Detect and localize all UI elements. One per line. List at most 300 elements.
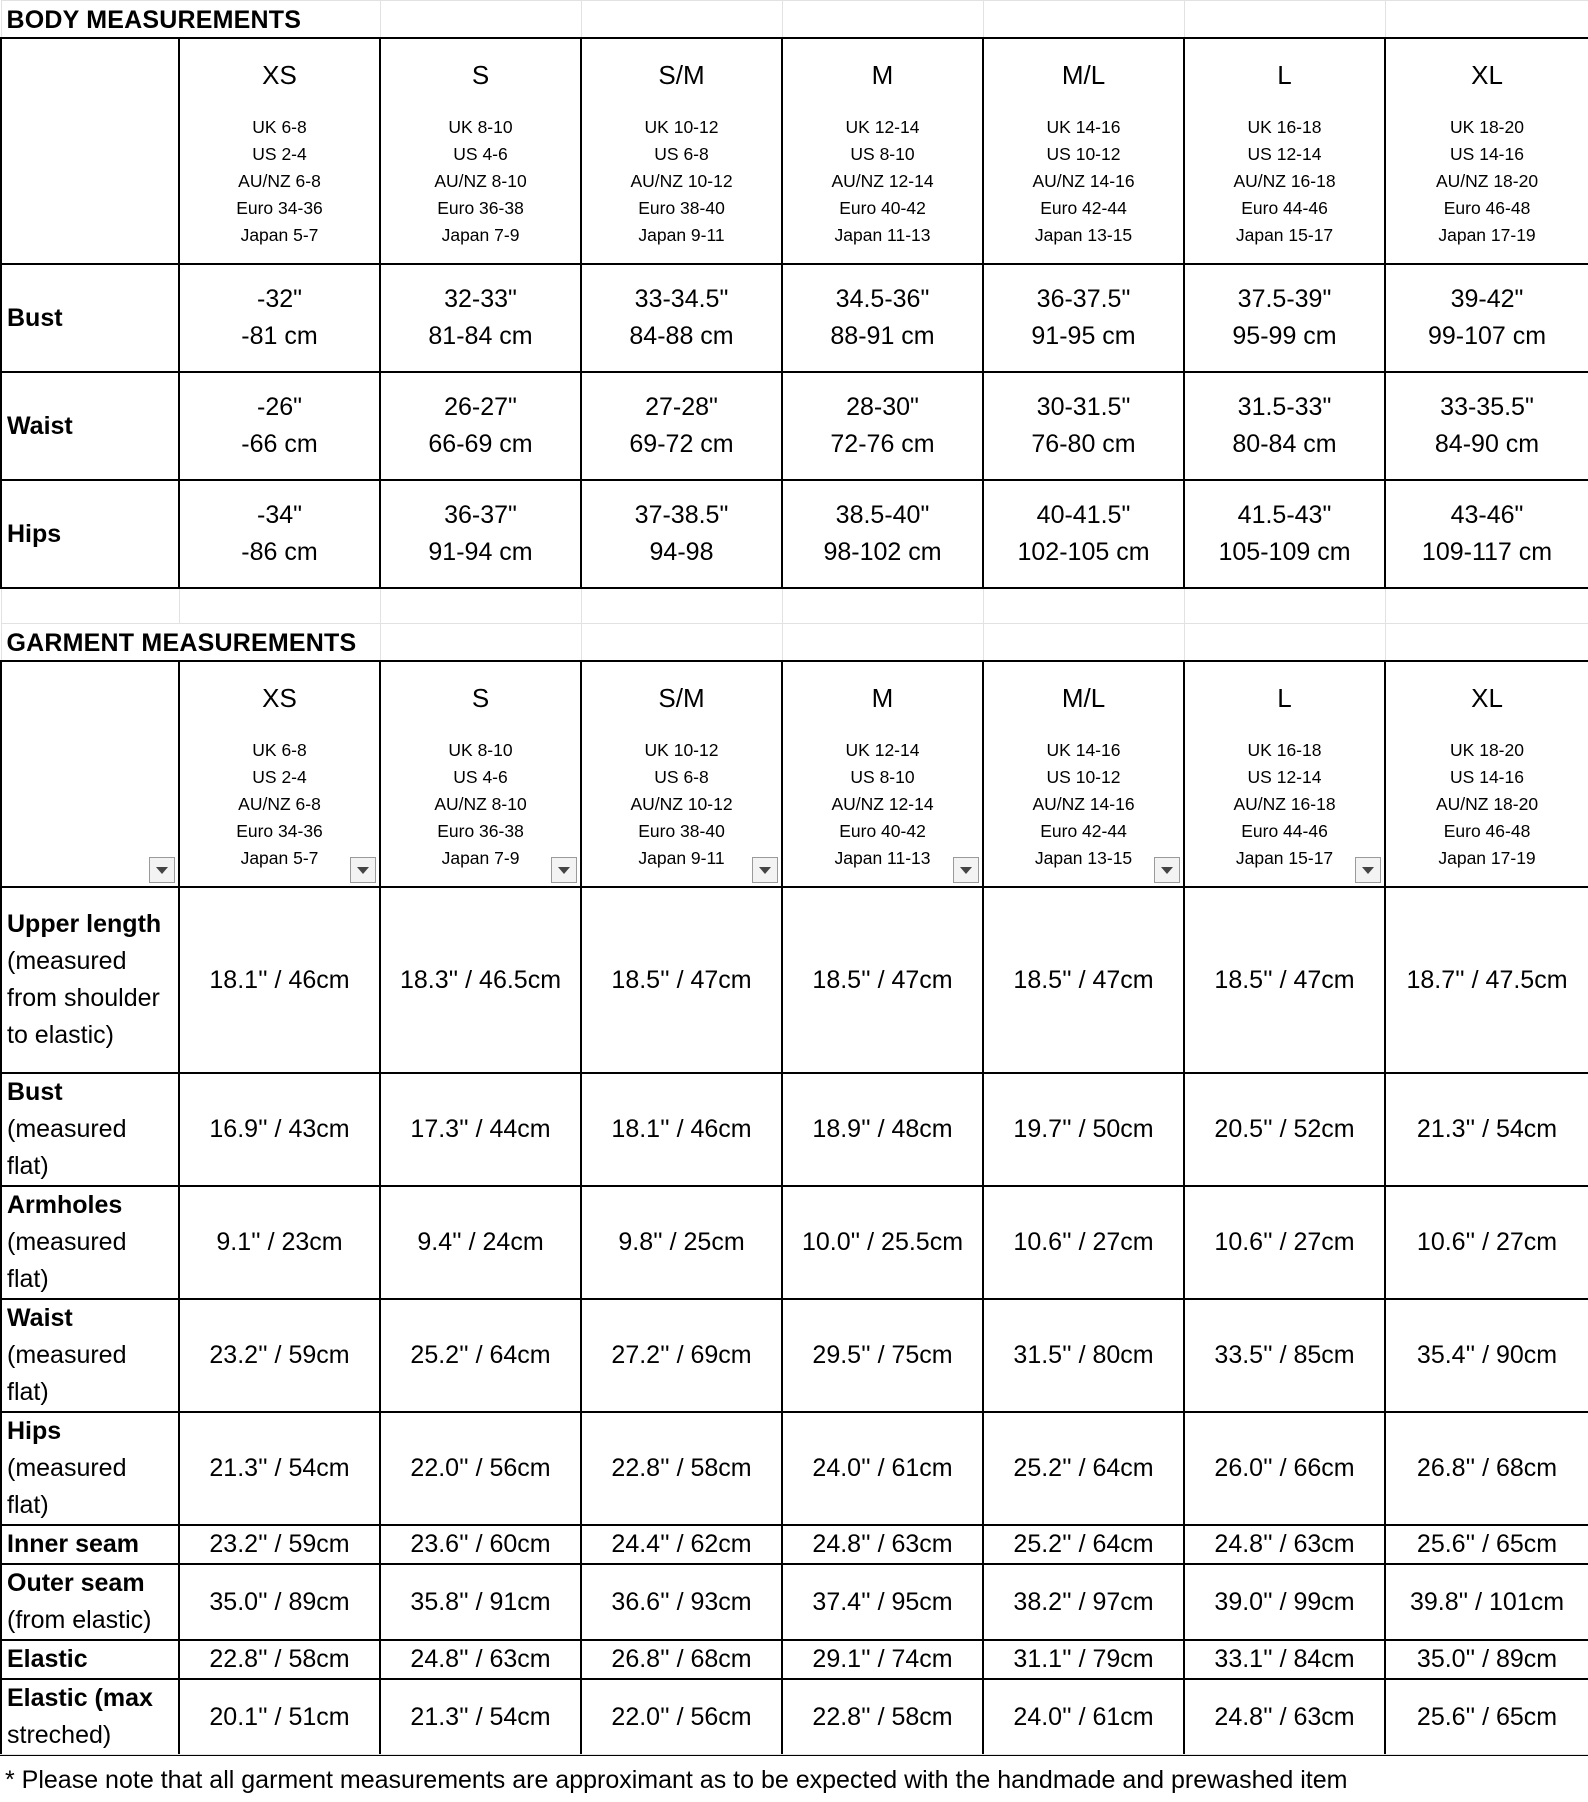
row-label-note: from shoulder: [7, 984, 160, 1012]
filter-dropdown-button[interactable]: [149, 857, 175, 883]
row-label-note: (measured: [7, 947, 127, 975]
footnote: * Please note that all garment measurements are approximant as to be expected with the handmade and prewashed item: [5, 1766, 1348, 1794]
measurement-cell: 39.8'' / 101cm: [1385, 1564, 1588, 1640]
size-conversion-line: UK 10-12: [644, 116, 719, 137]
row-label-note: flat): [7, 1378, 49, 1406]
measurement-cell: 23.2'' / 59cm: [179, 1525, 380, 1564]
measurement-cell: 24.8'' / 63cm: [782, 1525, 983, 1564]
size-conversion-line: UK 12-14: [845, 116, 920, 137]
garment-row: [1, 1186, 1588, 1299]
size-name: S: [471, 682, 490, 713]
body-measurements-title: BODY MEASUREMENTS: [1, 1, 380, 39]
empty-cell: [581, 624, 782, 662]
size-conversion-line: Japan 17-19: [1438, 224, 1536, 245]
size-conversion-line: Euro 36-38: [437, 820, 524, 841]
size-header-xl: [1385, 38, 1588, 264]
size-conversion-line: Euro 42-44: [1040, 820, 1127, 841]
size-conversion-line: US 6-8: [654, 143, 709, 164]
empty-cell: [1184, 588, 1385, 624]
measurement-cell: [983, 264, 1184, 372]
measurement-cell: [1385, 372, 1588, 480]
cm-value: 84-90 cm: [1434, 430, 1540, 458]
inches-value: 33-35.5": [1440, 393, 1534, 421]
measurement-cell: 17.3'' / 44cm: [380, 1073, 581, 1186]
measurement-cell: 39.0'' / 99cm: [1184, 1564, 1385, 1640]
row-label: Waist: [1, 372, 179, 480]
size-conversion-line: Japan 7-9: [441, 847, 520, 868]
garment-row: [1, 1564, 1588, 1640]
measurement-cell: [983, 480, 1184, 588]
row-label: Bust: [1, 264, 179, 372]
size-conversion-line: Japan 13-15: [1034, 847, 1133, 868]
size-conversion-line: US 6-8: [654, 766, 709, 787]
filter-dropdown-button[interactable]: [953, 857, 979, 883]
size-conversion-line: AU/NZ 18-20: [1435, 170, 1539, 191]
garment-row: [1, 1299, 1588, 1412]
measurement-cell: 24.8'' / 63cm: [380, 1640, 581, 1679]
size-conversion-line: Euro 34-36: [236, 197, 323, 218]
measurement-cell: 24.8'' / 63cm: [1184, 1525, 1385, 1564]
row-label-note: (measured: [7, 1115, 127, 1143]
inches-value: 33-34.5": [634, 285, 729, 313]
cm-value: 95-99 cm: [1232, 322, 1337, 350]
row-label-note: (measured: [7, 1454, 127, 1482]
size-conversions: [783, 737, 982, 872]
cm-value: -86 cm: [241, 538, 318, 566]
size-conversion-line: Japan 13-15: [1034, 224, 1133, 245]
body-row-hips: [1, 480, 1588, 588]
row-label-title: Bust: [7, 1078, 63, 1106]
measurement-cell: 18.9'' / 48cm: [782, 1073, 983, 1186]
dropdown-filter-icon: [156, 867, 168, 874]
corner-cell: [1, 38, 179, 264]
garment-row: [1, 1412, 1588, 1525]
cm-value: 76-80 cm: [1031, 430, 1136, 458]
row-label-note: (measured: [7, 1341, 127, 1369]
measurement-cell: [380, 480, 581, 588]
size-conversion-line: UK 10-12: [644, 739, 719, 760]
measurement-cell: 24.8'' / 63cm: [1184, 1679, 1385, 1755]
size-header-m: [782, 38, 983, 264]
row-label-note: to elastic): [7, 1021, 114, 1049]
dropdown-filter-icon: [558, 867, 570, 874]
measurement-cell: 10.6'' / 27cm: [1184, 1186, 1385, 1299]
empty-cell: [380, 1, 581, 39]
size-conversions: [984, 114, 1183, 249]
size-conversions: [582, 737, 781, 872]
size-conversion-line: AU/NZ 8-10: [434, 793, 527, 814]
measurement-cell: [1385, 264, 1588, 372]
size-header-m: [782, 661, 983, 887]
inches-value: 39-42": [1450, 285, 1524, 313]
body-measurements-title-row: [1, 1, 1588, 39]
cm-value: 66-69 cm: [428, 430, 533, 458]
size-conversion-line: AU/NZ 6-8: [238, 793, 321, 814]
filter-dropdown-button[interactable]: [1355, 857, 1381, 883]
size-conversion-line: UK 6-8: [252, 739, 307, 760]
cm-value: 109-117 cm: [1421, 538, 1553, 566]
measurement-cell: 22.8'' / 58cm: [782, 1679, 983, 1755]
dropdown-filter-icon: [960, 867, 972, 874]
measurement-cell: 22.0'' / 56cm: [380, 1412, 581, 1525]
size-conversion-line: AU/NZ 16-18: [1233, 793, 1336, 814]
measurement-cell: 9.1'' / 23cm: [179, 1186, 380, 1299]
garment-measurements-section: [1, 624, 1588, 1756]
size-header-xs: [179, 38, 380, 264]
size-header-m-l: [983, 38, 1184, 264]
empty-cell: [581, 1, 782, 39]
size-conversions: [582, 114, 781, 249]
measurement-cell: 35.0'' / 89cm: [179, 1564, 380, 1640]
body-row-bust: [1, 264, 1588, 372]
row-label-title: Upper length: [7, 910, 162, 938]
measurement-cell: 22.0'' / 56cm: [581, 1679, 782, 1755]
measurement-cell: 29.5'' / 75cm: [782, 1299, 983, 1412]
size-conversion-line: AU/NZ 14-16: [1032, 170, 1135, 191]
measurement-cell: [1184, 480, 1385, 588]
measurement-cell: 21.3'' / 54cm: [1385, 1073, 1588, 1186]
measurement-cell: [380, 264, 581, 372]
row-label: Hips: [1, 480, 179, 588]
empty-cell: [1385, 588, 1588, 624]
size-header-m-l: [983, 661, 1184, 887]
size-conversion-line: US 8-10: [850, 766, 915, 787]
size-conversion-line: UK 6-8: [252, 116, 307, 137]
size-conversions: [1386, 737, 1588, 872]
measurement-cell: [1184, 372, 1385, 480]
body-size-header-row: [1, 38, 1588, 264]
cm-value: 88-91 cm: [830, 322, 935, 350]
size-conversion-line: Japan 11-13: [834, 224, 931, 245]
measurement-cell: 31.1'' / 79cm: [983, 1640, 1184, 1679]
row-label-note: (from elastic): [7, 1606, 152, 1634]
size-conversion-line: UK 16-18: [1247, 116, 1322, 137]
size-name: S/M: [658, 682, 705, 713]
size-conversion-line: US 10-12: [1046, 766, 1121, 787]
measurement-cell: 35.4'' / 90cm: [1385, 1299, 1588, 1412]
size-conversion-line: AU/NZ 16-18: [1233, 170, 1336, 191]
inches-value: 30-31.5": [1036, 393, 1131, 421]
measurement-cell: 18.1'' / 46cm: [179, 887, 380, 1073]
corner-cell: [1, 661, 179, 887]
row-label-note: flat): [7, 1491, 49, 1519]
body-row-waist: [1, 372, 1588, 480]
size-conversion-line: UK 14-16: [1046, 739, 1121, 760]
row-label-note: streched): [7, 1721, 112, 1749]
size-conversion-line: US 4-6: [453, 143, 508, 164]
measurement-cell: 10.6'' / 27cm: [983, 1186, 1184, 1299]
garment-row: [1, 1073, 1588, 1186]
size-conversion-line: US 8-10: [850, 143, 915, 164]
size-header-s: [380, 661, 581, 887]
garment-measurements-title-row: [1, 624, 1588, 662]
measurement-cell: 20.1'' / 51cm: [179, 1679, 380, 1755]
empty-cell: [581, 588, 782, 624]
size-conversion-line: US 4-6: [453, 766, 508, 787]
garment-row: [1, 1679, 1588, 1755]
measurement-cell: 26.0'' / 66cm: [1184, 1412, 1385, 1525]
cm-value: 69-72 cm: [629, 430, 734, 458]
measurement-cell: [179, 372, 380, 480]
size-conversion-line: Euro 38-40: [638, 820, 725, 841]
row-label: [1, 1299, 179, 1412]
blank-row: [1, 588, 1588, 624]
cm-value: 91-94 cm: [428, 538, 533, 566]
inches-value: 28-30": [846, 393, 919, 421]
section-gap: [1, 588, 1588, 624]
measurement-cell: 38.2'' / 97cm: [983, 1564, 1184, 1640]
measurement-cell: 18.1'' / 46cm: [581, 1073, 782, 1186]
row-label-title: Elastic (max: [7, 1684, 153, 1712]
empty-cell: [1, 588, 179, 624]
size-conversion-line: Japan 9-11: [638, 224, 725, 245]
size-conversions: [783, 114, 982, 249]
size-conversion-line: UK 16-18: [1247, 739, 1322, 760]
measurement-cell: 24.0'' / 61cm: [782, 1412, 983, 1525]
row-label: [1, 1564, 179, 1640]
cm-value: 91-95 cm: [1031, 322, 1136, 350]
measurement-cell: 25.2'' / 64cm: [983, 1412, 1184, 1525]
measurement-cell: [581, 372, 782, 480]
size-header-l: [1184, 38, 1385, 264]
measurement-cell: 26.8'' / 68cm: [1385, 1412, 1588, 1525]
measurement-cell: 37.4'' / 95cm: [782, 1564, 983, 1640]
size-conversion-line: UK 12-14: [845, 739, 920, 760]
size-conversion-line: AU/NZ 10-12: [630, 170, 733, 191]
filter-dropdown-button[interactable]: [551, 857, 577, 883]
size-conversions: [180, 737, 379, 872]
size-conversion-line: Euro 40-42: [839, 197, 926, 218]
size-conversion-line: US 2-4: [252, 143, 307, 164]
size-conversions: [984, 737, 1183, 872]
size-conversions: [1185, 114, 1384, 249]
size-name: L: [1277, 682, 1292, 713]
measurement-cell: 35.0'' / 89cm: [1385, 1640, 1588, 1679]
size-conversion-line: Japan 11-13: [834, 847, 931, 868]
garment-row: [1, 887, 1588, 1073]
cm-value: 94-98: [649, 538, 714, 566]
size-name: XL: [1471, 682, 1503, 713]
garment-measurements-title: GARMENT MEASUREMENTS: [1, 624, 380, 662]
dropdown-filter-icon: [357, 867, 369, 874]
filter-dropdown-button[interactable]: [752, 857, 778, 883]
row-label: [1, 1640, 179, 1679]
inches-value: 40-41.5": [1036, 501, 1131, 529]
size-header-s-m: [581, 38, 782, 264]
row-label: [1, 1412, 179, 1525]
size-name: M/L: [1061, 682, 1106, 713]
row-label: [1, 1073, 179, 1186]
size-conversion-line: Euro 46-48: [1443, 820, 1531, 841]
garment-size-header-row: [1, 661, 1588, 887]
cm-value: 98-102 cm: [823, 538, 942, 566]
measurement-cell: 18.7'' / 47.5cm: [1385, 887, 1588, 1073]
filter-dropdown-button[interactable]: [350, 857, 376, 883]
cm-value: 102-105 cm: [1017, 538, 1150, 566]
size-name: XS: [262, 59, 297, 90]
empty-cell: [380, 624, 581, 662]
size-conversion-line: Japan 5-7: [240, 224, 319, 245]
empty-cell: [983, 1, 1184, 39]
inches-value: 37.5-39": [1237, 285, 1332, 313]
size-conversion-line: AU/NZ 10-12: [630, 793, 733, 814]
measurement-cell: 19.7'' / 50cm: [983, 1073, 1184, 1186]
size-conversion-line: Japan 15-17: [1235, 224, 1334, 245]
row-label-note: (measured: [7, 1228, 127, 1256]
measurement-cell: [581, 264, 782, 372]
measurement-cell: [581, 480, 782, 588]
inches-value: 31.5-33": [1237, 393, 1332, 421]
size-name: L: [1277, 59, 1292, 90]
measurement-cell: 35.8'' / 91cm: [380, 1564, 581, 1640]
row-label: [1, 1186, 179, 1299]
empty-cell: [1385, 1, 1588, 39]
measurement-cell: 18.5'' / 47cm: [581, 887, 782, 1073]
size-conversion-line: US 12-14: [1247, 143, 1322, 164]
inches-value: -34": [257, 501, 303, 529]
size-conversion-line: Japan 9-11: [638, 847, 725, 868]
size-conversion-line: US 14-16: [1450, 766, 1524, 787]
size-conversion-line: UK 18-20: [1450, 739, 1524, 760]
measurement-cell: [179, 264, 380, 372]
inches-value: 32-33": [444, 285, 517, 313]
measurement-cell: [782, 372, 983, 480]
measurement-cell: [380, 372, 581, 480]
inches-value: 37-38.5": [634, 501, 729, 529]
size-conversion-line: Japan 5-7: [240, 847, 319, 868]
cm-value: -81 cm: [241, 322, 318, 350]
size-conversion-line: US 12-14: [1247, 766, 1322, 787]
garment-row: [1, 1525, 1588, 1564]
dropdown-filter-icon: [1362, 867, 1374, 874]
dropdown-filter-icon: [1161, 867, 1173, 874]
measurement-cell: 20.5'' / 52cm: [1184, 1073, 1385, 1186]
size-conversions: [381, 737, 580, 872]
cm-value: 84-88 cm: [629, 322, 734, 350]
row-label: [1, 1525, 179, 1564]
inches-value: -26": [257, 393, 303, 421]
row-label-title: Inner seam: [7, 1530, 140, 1558]
measurement-cell: 23.2'' / 59cm: [179, 1299, 380, 1412]
empty-cell: [782, 1, 983, 39]
measurement-cell: 9.4'' / 24cm: [380, 1186, 581, 1299]
size-name: M: [871, 59, 894, 90]
measurement-cell: 25.6'' / 65cm: [1385, 1679, 1588, 1755]
filter-dropdown-button[interactable]: [1154, 857, 1180, 883]
size-name: XS: [262, 682, 297, 713]
row-label-title: Elastic: [7, 1645, 88, 1673]
measurement-cell: 36.6'' / 93cm: [581, 1564, 782, 1640]
size-conversion-line: US 10-12: [1046, 143, 1121, 164]
measurement-cell: 33.5'' / 85cm: [1184, 1299, 1385, 1412]
empty-cell: [983, 624, 1184, 662]
size-conversion-line: Euro 46-48: [1443, 197, 1531, 218]
size-conversion-line: AU/NZ 12-14: [831, 170, 934, 191]
cm-value: 99-107 cm: [1427, 322, 1547, 350]
measurement-cell: [179, 480, 380, 588]
row-label-title: Hips: [7, 1417, 62, 1445]
size-conversion-line: AU/NZ 8-10: [434, 170, 527, 191]
empty-cell: [983, 588, 1184, 624]
inches-value: -32": [257, 285, 303, 313]
measurement-cell: 25.2'' / 64cm: [380, 1299, 581, 1412]
measurement-cell: 21.3'' / 54cm: [380, 1679, 581, 1755]
measurement-cell: 22.8'' / 58cm: [581, 1412, 782, 1525]
measurement-cell: 25.6'' / 65cm: [1385, 1525, 1588, 1564]
size-conversion-line: Euro 44-46: [1241, 820, 1328, 841]
inches-value: 36-37.5": [1036, 285, 1131, 313]
cm-value: 80-84 cm: [1232, 430, 1337, 458]
row-label: [1, 887, 179, 1073]
measurement-cell: [983, 372, 1184, 480]
measurement-cell: 24.4'' / 62cm: [581, 1525, 782, 1564]
size-conversion-line: AU/NZ 14-16: [1032, 793, 1135, 814]
measurement-cell: [782, 480, 983, 588]
size-header-s: [380, 38, 581, 264]
row-label-note: flat): [7, 1265, 49, 1293]
size-conversion-line: UK 14-16: [1046, 116, 1121, 137]
size-conversion-line: Euro 36-38: [437, 197, 524, 218]
measurement-cell: 22.8'' / 58cm: [179, 1640, 380, 1679]
empty-cell: [1385, 624, 1588, 662]
empty-cell: [782, 624, 983, 662]
inches-value: 36-37": [444, 501, 517, 529]
measurement-cell: 31.5'' / 80cm: [983, 1299, 1184, 1412]
size-conversions: [180, 114, 379, 249]
size-conversion-line: AU/NZ 18-20: [1435, 793, 1539, 814]
size-name: M/L: [1061, 59, 1106, 90]
size-header-xs: [179, 661, 380, 887]
size-conversion-line: Euro 38-40: [638, 197, 725, 218]
measurement-cell: 9.8'' / 25cm: [581, 1186, 782, 1299]
inches-value: 38.5-40": [835, 501, 930, 529]
size-conversion-line: Euro 44-46: [1241, 197, 1328, 218]
empty-cell: [782, 588, 983, 624]
measurement-cell: 18.5'' / 47cm: [782, 887, 983, 1073]
body-measurements-section: [1, 1, 1588, 589]
size-conversion-line: UK 8-10: [448, 116, 513, 137]
size-conversion-line: UK 18-20: [1450, 116, 1524, 137]
size-conversion-line: Euro 34-36: [236, 820, 323, 841]
measurement-cell: 16.9'' / 43cm: [179, 1073, 380, 1186]
size-conversions: [1386, 114, 1588, 249]
size-name: S/M: [658, 59, 705, 90]
garment-row: [1, 1640, 1588, 1679]
measurement-cell: 29.1'' / 74cm: [782, 1640, 983, 1679]
empty-cell: [380, 588, 581, 624]
measurement-cell: 21.3'' / 54cm: [179, 1412, 380, 1525]
measurement-cell: 27.2'' / 69cm: [581, 1299, 782, 1412]
measurement-cell: [1184, 264, 1385, 372]
cm-value: 81-84 cm: [428, 322, 533, 350]
size-header-xl: [1385, 661, 1588, 887]
size-conversions: [381, 114, 580, 249]
measurement-cell: 24.0'' / 61cm: [983, 1679, 1184, 1755]
size-conversion-line: UK 8-10: [448, 739, 513, 760]
row-label-title: Armholes: [7, 1191, 123, 1219]
size-header-l: [1184, 661, 1385, 887]
empty-cell: [1184, 624, 1385, 662]
measurement-cell: 18.5'' / 47cm: [1184, 887, 1385, 1073]
size-conversion-line: US 2-4: [252, 766, 307, 787]
measurement-cell: 18.5'' / 47cm: [983, 887, 1184, 1073]
measurement-cell: 33.1'' / 84cm: [1184, 1640, 1385, 1679]
size-name: XL: [1471, 59, 1503, 90]
size-conversion-line: Japan 15-17: [1235, 847, 1334, 868]
size-conversion-line: Japan 7-9: [441, 224, 520, 245]
measurement-cell: [1385, 480, 1588, 588]
inches-value: 43-46": [1450, 501, 1524, 529]
